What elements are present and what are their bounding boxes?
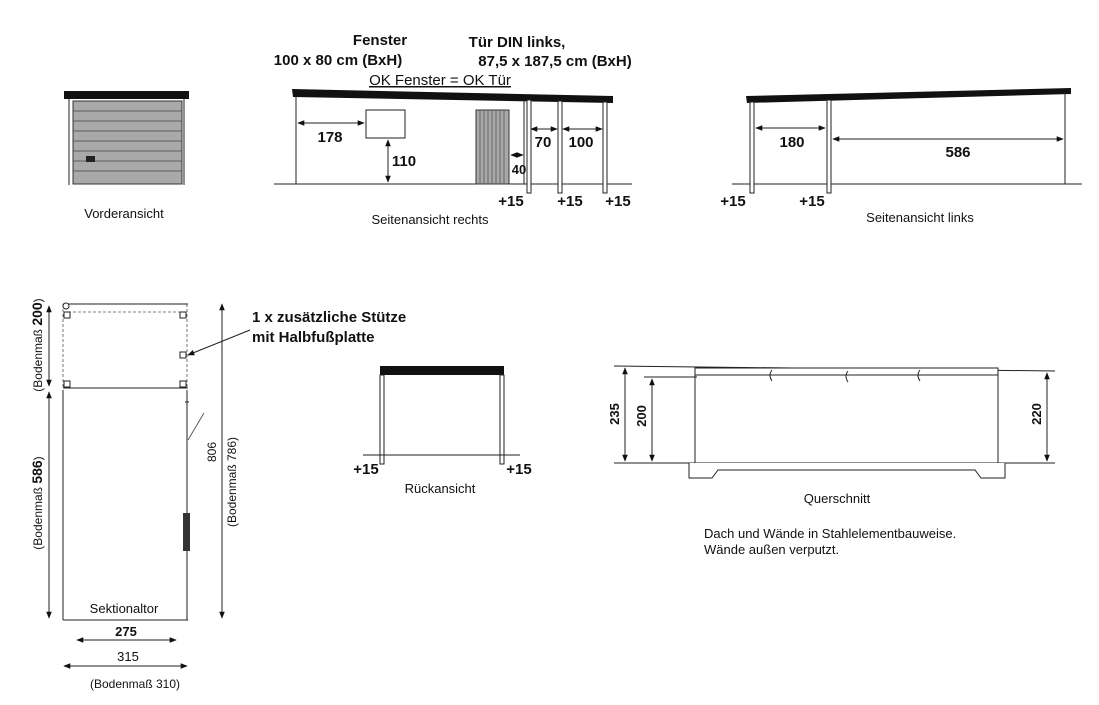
window-title: Fenster — [352, 32, 408, 49]
dim-806: 806 — [205, 441, 219, 463]
construction-note-1: Dach und Wände in Stahlelementbauweise. — [704, 526, 957, 541]
support-note-1: 1 x zusätzliche Stütze — [252, 309, 407, 326]
dim-100: 100 — [568, 134, 594, 151]
side-door-plan — [183, 513, 190, 551]
side-left-label: Seitenansicht links — [866, 210, 974, 225]
ok-note: OK Fenster = OK Tür — [369, 72, 511, 89]
dim-275: 275 — [115, 624, 137, 639]
dim-178: 178 — [317, 129, 343, 146]
dim-586-side: 586 — [945, 144, 971, 161]
window-size: 100 x 80 cm (BxH) — [273, 52, 403, 69]
door-size: 87,5 x 187,5 cm (BxH) — [478, 53, 632, 70]
door-title: Tür DIN links, — [468, 34, 566, 51]
dim-70: 70 — [534, 134, 552, 151]
dim-786: (Bodenmaß 786) — [225, 436, 239, 528]
cross-section — [607, 366, 1055, 557]
window — [366, 110, 405, 138]
front-view — [64, 91, 189, 221]
sectional-door-label: Sektionaltor — [89, 601, 159, 616]
dim-310: (Bodenmaß 310) — [89, 677, 181, 691]
dim-200-plan: (Bodenmaß 200) — [29, 298, 45, 392]
dim-586-plan: (Bodenmaß 586) — [29, 456, 45, 550]
floor-plan — [29, 298, 406, 691]
dim-235: 235 — [607, 403, 622, 425]
plus15-e: +15 — [799, 193, 825, 210]
side-right-roof — [292, 89, 613, 103]
side-view-right — [274, 32, 632, 227]
dim-200-section: 200 — [634, 405, 649, 427]
plus15-d: +15 — [720, 193, 746, 210]
front-roof — [64, 91, 189, 99]
side-view-left — [720, 88, 1082, 225]
side-left-roof — [746, 88, 1071, 103]
plus15-g: +15 — [506, 461, 532, 478]
cross-section-label: Querschnitt — [803, 491, 871, 506]
foundation — [689, 463, 1005, 478]
dim-220: 220 — [1029, 403, 1044, 425]
dim-110: 110 — [391, 153, 417, 170]
side-right-label: Seitenansicht rechts — [371, 212, 489, 227]
dim-40: 40 — [511, 162, 527, 177]
rear-view-label: Rückansicht — [404, 481, 476, 496]
extra-support — [180, 352, 186, 358]
dim-315: 315 — [117, 649, 139, 664]
dim-180: 180 — [779, 134, 805, 151]
construction-note-2: Wände außen verputzt. — [704, 542, 840, 557]
plus15-a: +15 — [498, 193, 524, 210]
front-view-label: Vorderansicht — [84, 206, 164, 221]
plus15-b: +15 — [557, 193, 583, 210]
plus15-f: +15 — [353, 461, 379, 478]
rear-view — [353, 366, 531, 496]
door-handle — [86, 156, 95, 162]
plus15-c: +15 — [605, 193, 631, 210]
rear-roof — [380, 366, 504, 375]
sectional-door-front — [73, 101, 182, 184]
support-note-2: mit Halbfußplatte — [252, 329, 375, 346]
